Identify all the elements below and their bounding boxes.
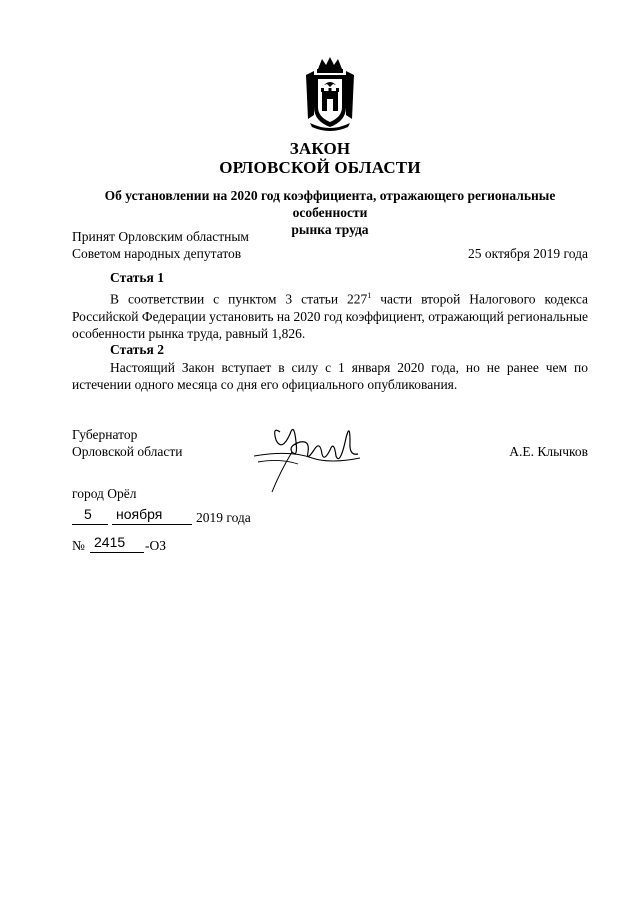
month-value: ноября xyxy=(116,506,163,522)
article1-text-part2: части второй Налогового кодекса Российской Федерации установить на 2020 год коэффициент, отражающий региональные особенности рынка труда, равный 1,826. xyxy=(72,291,588,341)
number-value: 2415 xyxy=(94,534,126,550)
governor-position-line2: Орловской области xyxy=(72,444,183,459)
adoption-date: 25 октября 2019 года xyxy=(468,246,588,261)
adoption-line1: Принят Орловским областным xyxy=(72,229,249,244)
article1-text-part1: В соответствии с пунктом 3 статьи 227 xyxy=(110,291,368,307)
law-title-line2: ОРЛОВСКОЙ ОБЛАСТИ xyxy=(219,158,421,177)
governor-name: А.Е. Клычков xyxy=(509,444,588,459)
subtitle-line2: рынка труда xyxy=(291,222,369,237)
subtitle-line1: Об установлении на 2020 год коэффициента, отражающего региональные особенности xyxy=(104,188,556,220)
year-text: 2019 года xyxy=(196,510,251,525)
number-suffix: -ОЗ xyxy=(145,538,167,553)
adoption-line2: Советом народных депутатов xyxy=(72,246,242,261)
article1-text xyxy=(72,287,588,342)
number-prefix: № xyxy=(72,538,85,553)
handwritten-signature xyxy=(250,412,370,494)
article1-superscript: 1 xyxy=(367,291,372,300)
day-value: 5 xyxy=(84,506,92,522)
law-title-line1: ЗАКОН xyxy=(289,139,351,158)
article2-text: Настоящий Закон вступает в силу с 1 января 2020 года, но не ранее чем по истечении одного месяца со дня его официального опубликования. xyxy=(72,360,588,392)
city-name: город Орёл xyxy=(72,486,137,501)
day-field xyxy=(72,508,108,525)
orel-oblast-coat-of-arms-icon xyxy=(300,55,360,133)
month-field xyxy=(112,508,192,525)
article2-heading: Статья 2 xyxy=(110,342,164,357)
number-field xyxy=(90,536,144,553)
article1-heading: Статья 1 xyxy=(110,270,164,285)
governor-position-line1: Губернатор xyxy=(72,427,138,442)
